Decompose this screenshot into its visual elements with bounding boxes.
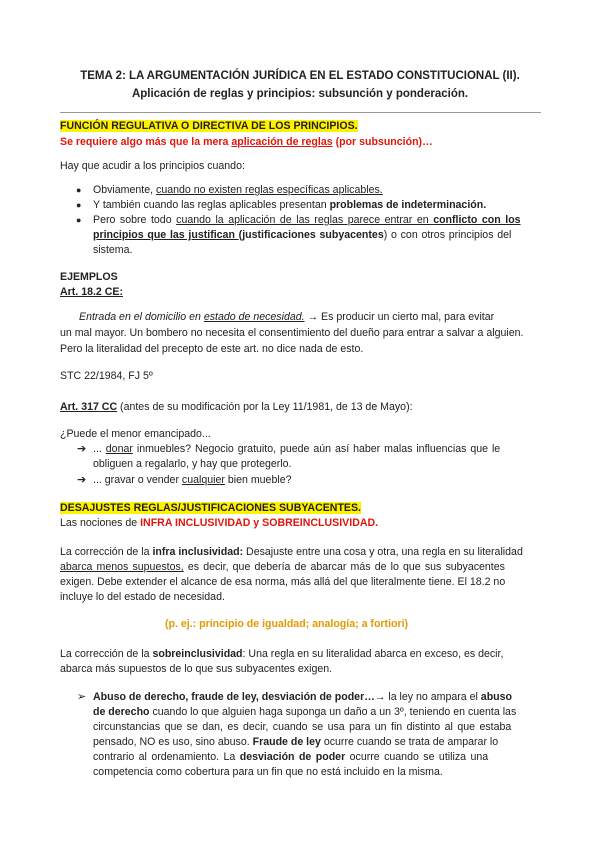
abuso-line-2: [93, 706, 516, 718]
principio-note: (p. ej.: principio de igualdad; analogía; a fortiori): [165, 618, 409, 630]
abuso-2-b: cuando lo que alguien haga suponga un daño a un 3º, teniendo en cuenta las: [149, 706, 517, 718]
stc-reference: STC 22/1984, FJ 5º: [60, 370, 153, 382]
bullet-1-a: Obviamente,: [93, 184, 157, 196]
bullet-dot-icon: ●: [76, 215, 82, 225]
art-317-a: Art. 317 CC: [60, 401, 118, 413]
bullet-2-b: problemas de indeterminación.: [329, 199, 487, 211]
arrow-right-icon: ➢: [77, 691, 87, 703]
abuso-5-a: contrario al ordenamiento. La: [93, 751, 240, 763]
section1-heading: [60, 120, 358, 132]
abuso-line-6: competencia como cobertura para un fin que no está incluido en la misma.: [93, 766, 443, 778]
abuso-line-1: [93, 691, 512, 703]
subheading-part-c: (por subsunción)…: [332, 136, 433, 148]
bullet-2-a: Y también cuando las reglas aplicables presentan: [93, 199, 330, 211]
sobre-line-2: abarca más supuestos de lo que sus subyacentes exigen.: [60, 663, 333, 675]
subheading-part-a: Se requiere algo más que la mera: [60, 136, 232, 148]
infra-line-3: exigen. Debe extender el alcance de esa norma, más allá del que literalmente tiene. El 18.2 no: [60, 576, 506, 588]
abuso-1-c: abuso: [480, 691, 512, 703]
abuso-5-c: ocurre cuando se utiliza una: [345, 751, 489, 763]
abuso-4-b: Fraude de ley: [252, 736, 321, 748]
q2-a: ... gravar o vender: [93, 474, 182, 486]
q1-b: donar: [105, 443, 133, 455]
abuso-1-a: Abuso de derecho, fraude de ley, desviación de poder…: [93, 691, 375, 703]
section2-sub-b: INFRA INCLUSIVIDAD y SOBREINCLUSIVIDAD.: [140, 517, 379, 529]
bullet-1-b: cuando no existen reglas específicas aplicables.: [156, 184, 383, 196]
section1-heading-text: FUNCIÓN REGULATIVA O DIRECTIVA DE LOS PRINCIPIOS.: [60, 120, 358, 132]
bullet-3-f: ) o con otros principios del: [383, 229, 512, 241]
infra-1-c: Desajuste entre una cosa y otra, una regla en su literalidad: [243, 546, 523, 558]
bullet-3-e: (justificaciones subyacentes: [238, 229, 384, 241]
sobre-line-1: [60, 648, 503, 660]
infra-line-1: [60, 546, 523, 558]
examples-heading: EJEMPLOS: [60, 271, 118, 283]
q1-c: inmuebles? Negocio gratuito, puede aún así haber malas influencias que le: [132, 443, 501, 455]
arrow-right-icon: ➔: [77, 443, 87, 455]
subheading-part-b: aplicación de reglas: [231, 136, 333, 148]
title-line-2: Aplicación de reglas y principios: subsunción y ponderación.: [131, 88, 469, 100]
q2-b: cualquier: [181, 474, 225, 486]
q1-a: ...: [93, 443, 106, 455]
art-317-b: (antes de su modificación por la Ley 11/1981, de 13 de Mayo):: [117, 401, 413, 413]
infra-line-4: incluye lo del estado de necesidad.: [60, 591, 225, 603]
question-item-1-line-1: [93, 443, 500, 455]
section2-heading: [60, 502, 361, 514]
abuso-line-5: [93, 751, 488, 763]
bullet-3-b: cuando la aplicación de las reglas parece entrar en: [176, 214, 434, 226]
infra-line-2: [60, 561, 505, 573]
example-para-line-1: [79, 311, 494, 323]
art-18-2-heading: Art. 18.2 CE:: [60, 286, 123, 298]
bullet-dot-icon: ●: [76, 185, 82, 195]
abuso-4-a: pensado, NO es uso, sino abuso.: [93, 736, 253, 748]
infra-1-a: La corrección de la: [60, 546, 153, 558]
bullet-3-d: principios que las justifican: [93, 229, 239, 241]
bullet-3-c: conflicto con los: [433, 214, 521, 226]
infra-2-b: es decir, que debería de abarcar más de lo que sus subyacentes: [183, 561, 505, 573]
q2-c: bien mueble?: [224, 474, 292, 486]
arrow-right-icon: ➔: [77, 474, 87, 486]
bullet-3-line-2: [93, 229, 511, 241]
para-1-b: estado de necesidad.: [203, 311, 305, 323]
abuso-1-b: → la ley no ampara el: [374, 691, 481, 703]
bullet-3-line-1: [93, 214, 521, 226]
infra-2-a: abarca menos supuestos,: [60, 561, 184, 573]
bullet-dot-icon: ●: [76, 200, 82, 210]
section2-heading-text: DESAJUSTES REGLAS/JUSTIFICACIONES SUBYACENTES.: [60, 502, 361, 514]
infra-1-b: infra inclusividad:: [152, 546, 244, 558]
example-para-line-3: Pero la literalidad del precepto de este art. no dice nada de esto.: [60, 343, 364, 355]
art-317-line: [60, 401, 413, 413]
abuso-2-a: de derecho: [93, 706, 150, 718]
bullet-3-a: Pero sobre todo: [93, 214, 177, 226]
bullet-2: [93, 199, 486, 211]
para-1-a: Entrada en el domicilio en: [79, 311, 204, 323]
question-item-2: [93, 474, 291, 486]
abuso-4-c: ocurre cuando se trata de amparar lo: [320, 736, 499, 748]
example-para-line-2: un mal mayor. Un bombero no necesita el consentimiento del dueño para entrar a salvar a alguien.: [60, 327, 524, 339]
abuso-5-b: desviación de poder: [239, 751, 346, 763]
bullet-3-line-3: sistema.: [93, 244, 133, 256]
section1-intro: Hay que acudir a los principios cuando:: [60, 160, 245, 172]
question-line: ¿Puede el menor emancipado...: [60, 428, 211, 440]
title-divider: [60, 112, 541, 113]
abuso-line-4: [93, 736, 498, 748]
sobre-1-b: sobreinclusividad: [152, 648, 243, 660]
sobre-1-a: La corrección de la: [60, 648, 153, 660]
sobre-1-c: : Una regla en su literalidad abarca en exceso, es decir,: [242, 648, 504, 660]
abuso-line-3: circunstancias que se dan, es decir, cuando se usa para un fin distinto al que estaba: [93, 721, 512, 733]
para-1-c: → Es producir un cierto mal, para evitar: [304, 311, 495, 323]
question-item-1-line-2: obliguen a regalarlo, y hay que protegerlo.: [93, 458, 292, 470]
section2-sub-a: Las nociones de: [60, 517, 141, 529]
title-line-1: TEMA 2: LA ARGUMENTACIÓN JURÍDICA EN EL ESTADO CONSTITUCIONAL (II).: [80, 70, 520, 82]
bullet-1: [93, 184, 383, 196]
section1-subheading: [60, 136, 433, 148]
section2-subheading: [60, 517, 378, 529]
